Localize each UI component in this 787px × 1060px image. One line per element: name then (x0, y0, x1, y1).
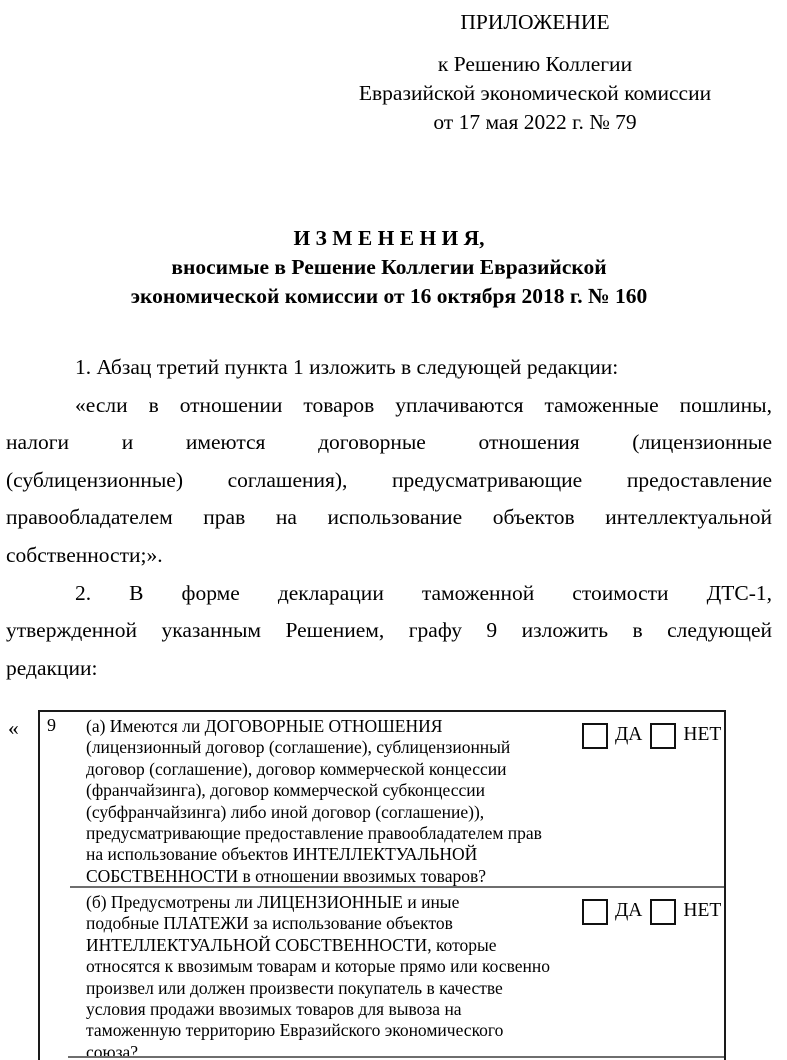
text-line: Евразийской экономической комиссии (358, 81, 712, 105)
text-line: экономической комиссии от 16 октября 2018 г. № 160 (130, 284, 648, 308)
row-a-yes-no-group (572, 712, 724, 888)
text-line: «если в отношении товаров уплачиваются таможенные пошлины, (75, 392, 772, 417)
text-line: ИНТЕЛЛЕКТУАЛЬНОЙ СОБСТВЕННОСТИ, которые (86, 934, 497, 955)
text-line: договор (соглашение), договор коммерческой концессии (86, 758, 507, 779)
row-b-yes-label: ДА (615, 900, 643, 921)
text-line: союза? (86, 1041, 139, 1060)
document-title (6, 224, 772, 311)
text-line: редакции: (6, 655, 98, 680)
text-line: (лицензионный договор (соглашение), сублицензионный (86, 737, 511, 758)
text-line: от 17 мая 2022 г. № 79 (433, 110, 637, 134)
text-line: И З М Е Н Е Н И Я, (293, 226, 485, 250)
graph-number-cell: 9 (47, 715, 56, 735)
text-line: (б) Предусмотрены ли ЛИЦЕНЗИОННЫЕ и иные (86, 892, 460, 912)
text-line: относятся к ввозимым товарам и которые прямо или косвенно (86, 956, 550, 977)
text-line: (сублицензионные) соглашения), предусматривающие предоставление (6, 467, 772, 492)
text-line: таможенную территорию Евразийского экономического (86, 1020, 504, 1041)
text-line: СОБСТВЕННОСТИ в отношении ввозимых товаров? (86, 865, 486, 886)
text-line: подобные ПЛАТЕЖИ за использование объектов (86, 913, 453, 934)
appendix-reference (310, 50, 760, 137)
table-open-quote: « (8, 716, 19, 740)
row-b-yes-checkbox[interactable] (582, 899, 608, 925)
text-line: (а) Имеются ли ДОГОВОРНЫЕ ОТНОШЕНИЯ (86, 716, 443, 736)
text-line: на использование объектов ИНТЕЛЛЕКТУАЛЬНОЙ (86, 844, 478, 865)
row-b-no-label: НЕТ (683, 900, 722, 921)
text-line: вносимые в Решение Коллегии Евразийской (171, 255, 607, 279)
text-line: 1. Абзац третий пункта 1 изложить в следующей редакции: (75, 355, 619, 379)
paragraph-1 (6, 349, 772, 387)
text-line: налоги и имеются договорные отношения (лицензионные (6, 430, 772, 455)
row-b-no-checkbox[interactable] (650, 899, 676, 925)
text-line: 2. В форме декларации таможенной стоимости ДТС-1, (75, 580, 772, 605)
paragraph-3 (6, 575, 772, 688)
appendix-header (310, 8, 760, 137)
row-a-text (70, 712, 572, 888)
appendix-label: ПРИЛОЖЕНИЕ (460, 10, 610, 34)
paragraph-2 (6, 387, 772, 575)
row-a-no-label: НЕТ (683, 724, 722, 745)
text-line: к Решению Коллегии (437, 52, 633, 76)
text-line: условия продажи ввозимых товаров для вывоза на (86, 999, 462, 1020)
graph-9-table (38, 710, 726, 1060)
row-a-yes-label: ДА (615, 724, 643, 745)
row-b-text (70, 888, 572, 1060)
text-line: правообладателем прав на использование объектов интеллектуальной (6, 505, 772, 530)
row-a-no-checkbox[interactable] (650, 723, 676, 749)
row-a-yes-checkbox[interactable] (582, 723, 608, 749)
text-line: (субфранчайзинга) либо иной договор (соглашение)), (86, 801, 485, 822)
text-line: предусматривающие предоставление правообладателем прав (86, 823, 542, 844)
text-line: утвержденной указанным Решением, графу 9 изложить в следующей (6, 618, 772, 643)
text-line: собственности;». (6, 542, 163, 567)
row-b-yes-no-group (572, 888, 724, 1060)
text-line: произвел или должен произвести покупатель в качестве (86, 977, 503, 998)
next-row-divider (68, 1056, 724, 1058)
text-line: (франчайзинга), договор коммерческой субконцессии (86, 780, 485, 801)
body-text (6, 349, 772, 687)
